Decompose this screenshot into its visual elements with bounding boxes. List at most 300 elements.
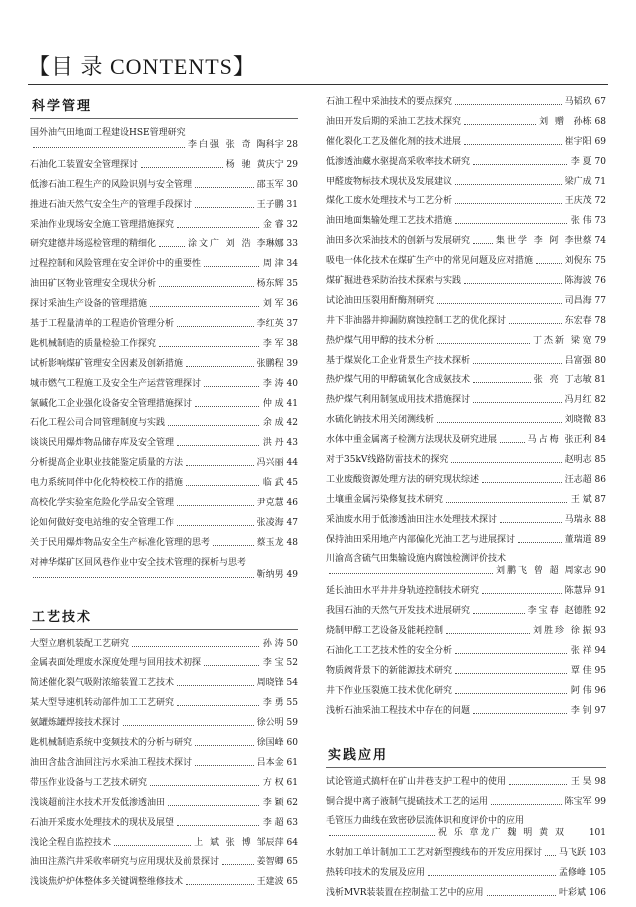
leader-dots	[177, 445, 259, 446]
leader-dots	[195, 406, 259, 407]
toc-entry[interactable]	[30, 358, 298, 370]
entry-title: 推进石油天然气安全生产的管理手段探讨	[30, 199, 193, 210]
entry-authors: 李宝春	[527, 606, 561, 617]
toc-entry[interactable]	[326, 195, 606, 207]
toc-entry[interactable]	[326, 847, 606, 859]
toc-entry[interactable]	[326, 553, 606, 577]
entry-title: 热炉煤气用甲醇的技术分析	[326, 335, 435, 346]
leader-dots	[473, 402, 562, 403]
toc-row	[326, 156, 606, 168]
toc-entry[interactable]	[326, 534, 606, 546]
entry-author-page: 马韬玖 67	[564, 97, 606, 107]
entry-author-page: 叶彩斌 106	[558, 888, 606, 899]
leader-dots	[195, 765, 254, 766]
toc-row	[30, 258, 298, 270]
toc-entry[interactable]	[326, 315, 606, 327]
entry-title: 油田多次采油技术的创新与发展研究	[326, 236, 471, 247]
entry-title: 基于煤炭化工企业背景生产技术探析	[326, 355, 471, 366]
toc-row	[326, 565, 606, 577]
entry-title: 对于35kV线路防雷技术的探究	[326, 455, 449, 466]
toc-entry[interactable]	[30, 777, 298, 789]
leader-dots	[168, 425, 259, 426]
section-title: 科学管理	[30, 96, 298, 119]
toc-entry[interactable]	[326, 176, 606, 188]
entry-authors: 刘胜珍	[532, 626, 566, 637]
entry-title: 热转印技术的发展及应用	[326, 868, 426, 879]
entry-author-page: 李 颖 62	[262, 797, 298, 808]
toc-entry[interactable]	[326, 355, 606, 367]
leader-dots	[455, 104, 562, 105]
entry-title: 油田注蒸汽井采收率研究与应用现状及前景探讨	[30, 857, 220, 868]
entry-title: 浅析MVR装装置在控制盐工艺中的应用	[326, 888, 484, 899]
entry-author-page: 董瑞道 89	[564, 534, 606, 545]
toc-entry[interactable]	[326, 494, 606, 506]
entry-title: 采油废水用于低渗透油田注水处理技术探讨	[326, 514, 498, 525]
toc-entry[interactable]	[326, 776, 606, 788]
leader-dots	[177, 825, 259, 826]
toc-entry[interactable]	[30, 318, 298, 330]
toc-row	[326, 295, 606, 307]
toc-entry[interactable]	[30, 457, 298, 469]
entry-author-page: 周家志 90	[564, 566, 606, 577]
toc-entry[interactable]	[30, 537, 298, 549]
entry-author-page: 李 宝 52	[262, 658, 298, 669]
leader-dots	[509, 784, 567, 785]
entry-author-page: 司昌海 77	[564, 295, 606, 306]
entry-author-page: 陈海波 76	[564, 276, 606, 287]
toc-entry[interactable]	[326, 815, 606, 839]
leader-dots	[132, 646, 259, 647]
toc-row	[30, 537, 298, 549]
entry-title: 物质阀背景下的新能源技术研究	[326, 665, 453, 676]
entry-author-page: 李红英 37	[256, 319, 298, 330]
toc-entry[interactable]	[326, 585, 606, 597]
toc-row	[30, 338, 298, 350]
entry-title: 烧制甲醇工艺设备及能耗控制	[326, 626, 444, 637]
entry-authors: 杨 驰	[225, 159, 253, 170]
entry-author-page: 徐 振 93	[570, 626, 606, 637]
entry-author-page: 徐国峰 60	[256, 738, 298, 749]
entry-title: 浅论全程自监控技术	[30, 837, 112, 848]
toc-entry[interactable]	[326, 374, 606, 386]
leader-dots	[455, 693, 567, 694]
toc-row	[30, 876, 298, 888]
toc-entry[interactable]	[30, 179, 298, 191]
toc-row	[30, 737, 298, 749]
entry-authors: 上 斌 张 博	[194, 837, 253, 848]
entry-title: 城市燃气工程施工及安全生产运营管理探讨	[30, 378, 202, 389]
toc-row	[30, 497, 298, 509]
toc-row	[326, 867, 606, 879]
entry-author-page: 梁广成 71	[564, 176, 606, 187]
leader-dots	[186, 884, 254, 885]
leader-dots	[204, 665, 259, 666]
toc-entry[interactable]	[30, 219, 298, 231]
toc-row	[326, 335, 606, 347]
toc-entry[interactable]	[326, 255, 606, 267]
toc-row	[326, 454, 606, 466]
toc-entry[interactable]	[326, 116, 606, 128]
toc-row	[326, 605, 606, 617]
entry-title: 试论油田压裂用酐酶剂研究	[326, 295, 435, 306]
leader-dots	[159, 286, 254, 287]
toc-row	[326, 796, 606, 808]
entry-author-page: 刘 军 36	[262, 299, 298, 310]
leader-dots	[186, 465, 254, 466]
leader-dots	[455, 223, 567, 224]
toc-entry[interactable]	[30, 737, 298, 749]
entry-author-page: 覃 佳 95	[570, 665, 606, 676]
toc-row	[30, 677, 298, 689]
leader-dots	[473, 613, 525, 614]
entry-title: 过程控制和风险管理在安全评价中的重要性	[30, 259, 202, 270]
toc-row	[30, 219, 298, 231]
toc-entry[interactable]	[30, 757, 298, 769]
leader-dots	[177, 227, 259, 228]
toc-entry[interactable]	[30, 159, 298, 171]
toc-entry[interactable]	[30, 417, 298, 429]
toc-row	[326, 685, 606, 697]
toc-entry[interactable]	[326, 215, 606, 227]
entry-author-page: 仲 成 41	[262, 398, 298, 409]
entry-author-page: 张 祥 94	[570, 646, 606, 657]
toc-row	[326, 534, 606, 546]
entry-author-page: 赵明志 85	[564, 455, 606, 466]
entry-title: 谈谈民用爆炸物品储存库及安全管理	[30, 438, 175, 449]
leader-dots	[509, 323, 562, 324]
leader-dots	[455, 184, 562, 185]
entry-author-page: 冯月红 82	[564, 395, 606, 406]
entry-title: 水硫化钠技术用关闭测线析	[326, 415, 435, 426]
entry-author-page: 陶科宇 28	[256, 140, 298, 150]
entry-author-page: 张鹏程 39	[256, 358, 298, 369]
entry-author-page: 丁志敏 81	[564, 375, 606, 386]
entry-title: 匙机械制造的质量检验工作探究	[30, 338, 157, 349]
toc-row	[326, 847, 606, 859]
toc-entry[interactable]	[326, 275, 606, 287]
leader-dots	[473, 243, 493, 244]
leader-dots	[123, 725, 254, 726]
leader-dots	[329, 573, 493, 574]
leader-dots	[487, 895, 556, 896]
entry-author-page: 姜智卿 65	[256, 857, 298, 868]
toc-row	[326, 625, 606, 637]
leader-dots	[446, 633, 530, 634]
toc-entry[interactable]	[30, 437, 298, 449]
entry-author-page: 李 超 63	[262, 817, 298, 828]
entry-title: 低渗石油工程生产的风险识别与安全管理	[30, 179, 193, 190]
toc-entry[interactable]	[326, 295, 606, 307]
entry-author-page: 101	[588, 828, 606, 839]
entry-title: 大型立磨机装配工艺研究	[30, 638, 130, 649]
toc-entry[interactable]	[326, 474, 606, 486]
leader-dots	[455, 203, 562, 204]
entry-title: 某大型导速机转动部件加工工艺研究	[30, 698, 175, 709]
leader-dots	[437, 343, 530, 344]
toc-row	[30, 477, 298, 489]
toc-entry[interactable]	[30, 238, 298, 250]
entry-title: 热炉煤气利用制氢成用技术措施探讨	[326, 395, 471, 406]
leader-dots	[536, 263, 562, 264]
toc-entry[interactable]	[30, 837, 298, 849]
entry-author-page: 王庆茂 72	[564, 196, 606, 207]
leader-dots	[545, 855, 556, 856]
left-column	[30, 96, 298, 896]
toc-entry[interactable]	[326, 335, 606, 347]
leader-dots	[482, 482, 562, 483]
leader-dots	[491, 804, 562, 805]
entry-title: 我国石油的天然气开发技术进展研究	[326, 606, 471, 617]
entry-title: 分析提高企业职业技能鉴定质量的方法	[30, 458, 184, 469]
entry-title: 浅析石油采油工程技术中存在的问题	[326, 705, 471, 716]
section-title: 实践应用	[326, 745, 606, 768]
entry-title: 吸电一体化技术在煤矿生产中的常见问题及应对措施	[326, 256, 534, 267]
leader-dots	[141, 167, 223, 168]
toc-row	[30, 437, 298, 449]
leader-dots	[204, 386, 259, 387]
entry-author-page: 李 夏 70	[570, 156, 606, 167]
toc-row	[30, 199, 298, 211]
toc-row	[326, 414, 606, 426]
entry-author-page: 梁 宽 79	[570, 335, 606, 346]
entry-title: 水射加工单计制加工工艺对新型搜线布的开发应用探讨	[326, 848, 543, 859]
toc-entry[interactable]	[30, 657, 298, 669]
entry-author-page: 刘倪东 75	[564, 256, 606, 267]
leader-dots	[428, 875, 556, 876]
leader-dots	[473, 363, 562, 364]
leader-dots	[473, 713, 567, 714]
entry-authors: 集世学 李 阿	[495, 236, 561, 247]
entry-author-page: 王 昊 98	[570, 776, 606, 787]
toc-entry[interactable]	[30, 638, 298, 650]
toc-entry[interactable]	[326, 394, 606, 406]
toc-row	[30, 797, 298, 809]
toc-row	[326, 195, 606, 207]
toc-entry[interactable]	[30, 497, 298, 509]
toc-entry[interactable]	[30, 557, 298, 581]
entry-author-page: 东宏春 78	[564, 315, 606, 326]
entry-author-page: 王建波 65	[256, 877, 298, 888]
entry-title: 甲醛废物标技术现状及发展建议	[326, 176, 453, 187]
leader-dots	[195, 207, 254, 208]
entry-author-page: 崔宇阳 69	[564, 136, 606, 147]
toc-entry[interactable]	[326, 685, 606, 697]
toc-row	[30, 278, 298, 290]
entry-title: 煤矿掘进巷采防治技术探索与实践	[326, 276, 462, 287]
toc-entry[interactable]	[326, 454, 606, 466]
leader-dots	[186, 485, 259, 486]
toc-entry[interactable]	[326, 514, 606, 526]
toc-entry[interactable]	[30, 817, 298, 829]
entry-authors: 祝 乐 章龙广 魏 明 黄 双	[437, 828, 566, 839]
entry-title: 匙机械制造系统中变频技术的分析与研究	[30, 738, 193, 749]
entry-author-page: 张正利 84	[564, 435, 606, 446]
toc-entry[interactable]	[30, 797, 298, 809]
toc-row	[326, 355, 606, 367]
leader-dots	[177, 705, 259, 706]
toc-entry[interactable]	[30, 856, 298, 868]
toc-row	[30, 358, 298, 370]
entry-author-page: 方 权 61	[262, 777, 298, 788]
toc-entry[interactable]	[326, 887, 606, 899]
entry-title: 油田地面集输处理工艺技术措施	[326, 216, 453, 227]
toc-entry[interactable]	[326, 665, 606, 677]
entry-title: 简述催化裂气吸附浓缩装置工艺技术	[30, 678, 175, 689]
toc-row	[30, 457, 298, 469]
entry-author-page: 金 睿 32	[262, 219, 298, 230]
leader-dots	[204, 266, 259, 267]
entry-title: 井下作业压裂施工技术优化研究	[326, 685, 453, 696]
entry-title: 浅谈焦炉炉体整体多关键调整维修技术	[30, 877, 184, 888]
toc-row	[30, 159, 298, 171]
toc-row	[326, 136, 606, 148]
leader-dots	[329, 835, 435, 836]
toc-row	[326, 665, 606, 677]
toc-entry[interactable]	[30, 258, 298, 270]
leader-dots	[177, 326, 254, 327]
toc-entry[interactable]	[326, 705, 606, 717]
entry-title: 水体中重金属离子检测方法现状及研究进展	[326, 435, 498, 446]
entry-title: 论如何做好变电站维的安全管理工作	[30, 517, 175, 528]
toc-entry[interactable]	[30, 127, 298, 151]
toc-entry[interactable]	[326, 96, 606, 108]
leader-dots	[473, 382, 531, 383]
entry-authors: 马占梅	[527, 435, 561, 446]
toc-row	[30, 777, 298, 789]
entry-author-page: 李世蔡 74	[564, 236, 606, 247]
entry-author-page: 尹克慧 46	[256, 498, 298, 509]
toc-entry[interactable]	[326, 136, 606, 148]
leader-dots	[464, 144, 562, 145]
entry-title: 采油作业现场安全施工管理措施探究	[30, 219, 175, 230]
leader-dots	[446, 502, 567, 503]
entry-title: 油田开发后期的采油工艺技术探究	[326, 116, 462, 127]
toc-row	[30, 238, 298, 250]
entry-author-page: 王子鹏 31	[256, 199, 298, 210]
right-column	[326, 96, 606, 907]
leader-dots	[177, 505, 254, 506]
toc-row	[30, 517, 298, 529]
toc-row	[326, 827, 606, 839]
toc-entry[interactable]	[30, 477, 298, 489]
entry-author-page: 孙 涛 50	[262, 638, 298, 649]
entry-title: 煤化工废水处理技术与工艺分析	[326, 196, 453, 207]
entry-title: 试论管道式搞杆在矿山井巷支护工程中的使用	[326, 776, 507, 787]
entry-title: 热炉煤气用的甲醇硫氧化含成氨技术	[326, 375, 471, 386]
toc-row	[30, 657, 298, 669]
toc-entry[interactable]	[30, 378, 298, 390]
toc-row	[326, 887, 606, 899]
toc-entry[interactable]	[30, 298, 298, 310]
toc-row	[30, 856, 298, 868]
toc-row	[326, 494, 606, 506]
leader-dots	[500, 442, 525, 443]
entry-author-page: 李 军 38	[262, 338, 298, 349]
entry-author-page: 张凌海 47	[256, 517, 298, 528]
leader-dots	[177, 525, 254, 526]
toc-entry[interactable]	[326, 434, 606, 446]
leader-dots	[213, 545, 254, 546]
entry-author-page: 临 武 45	[262, 478, 298, 489]
leader-dots	[177, 685, 254, 686]
toc-row	[326, 176, 606, 188]
toc-row	[30, 837, 298, 849]
toc-entry[interactable]	[326, 605, 606, 617]
toc-entry[interactable]	[30, 398, 298, 410]
entry-title: 带压作业设备与工艺技术研究	[30, 777, 148, 788]
entry-title: 高校化学实验室危险化学品安全管理	[30, 498, 175, 509]
entry-author-page: 李 钊 97	[570, 705, 606, 716]
toc-entry[interactable]	[30, 517, 298, 529]
toc-row	[326, 645, 606, 657]
entry-title: 研究建德井场巡检管理的精细化	[30, 239, 157, 250]
entry-author-page: 周晓锋 54	[256, 678, 298, 689]
entry-authors: 李白强 张 奇	[187, 140, 253, 150]
leader-dots	[518, 542, 562, 543]
leader-dots	[451, 462, 561, 463]
toc-entry[interactable]	[326, 235, 606, 247]
toc-row	[326, 374, 606, 386]
toc-entry[interactable]	[326, 414, 606, 426]
toc-entry[interactable]	[30, 876, 298, 888]
leader-dots	[114, 845, 191, 846]
leader-dots	[195, 187, 254, 188]
entry-author-page: 刘晓微 83	[564, 415, 606, 426]
toc-entry[interactable]	[30, 697, 298, 709]
entry-title: 浅谈超前注水技术开发低渗透油田	[30, 797, 166, 808]
leader-dots	[464, 283, 562, 284]
entry-author-page: 孙栋 68	[573, 116, 606, 127]
leader-dots	[437, 303, 562, 304]
toc-entry[interactable]	[326, 867, 606, 879]
toc-entry[interactable]	[30, 338, 298, 350]
entry-author-page: 陈宝军 99	[564, 796, 606, 807]
entry-author-page: 周 津 34	[262, 259, 298, 270]
entry-author-page: 徐公明 59	[256, 718, 298, 729]
entry-authors: 刘鹏飞 曾 超	[495, 566, 561, 577]
toc-entry[interactable]	[30, 717, 298, 729]
toc-row	[326, 514, 606, 526]
toc-row	[30, 139, 298, 151]
entry-author-page: 蔡玉龙 48	[256, 537, 298, 548]
leader-dots	[222, 864, 254, 865]
toc-row	[30, 378, 298, 390]
toc-entry[interactable]	[30, 677, 298, 689]
entry-authors: 涂文广 刘 浩	[187, 239, 253, 250]
toc-entry[interactable]	[30, 278, 298, 290]
toc-row	[326, 275, 606, 287]
toc-entry[interactable]	[326, 796, 606, 808]
toc-row	[326, 215, 606, 227]
entry-author-page: 李 涛 40	[262, 378, 298, 389]
entry-title: 石油开采废水处理技术的现状及展望	[30, 817, 175, 828]
toc-entry[interactable]	[326, 625, 606, 637]
leader-dots	[500, 522, 562, 523]
toc-row	[30, 179, 298, 191]
toc-entry[interactable]	[30, 199, 298, 211]
toc-row	[326, 585, 606, 597]
toc-entry[interactable]	[326, 156, 606, 168]
entry-author-page: 邵玉军 30	[256, 179, 298, 190]
entry-title: 低渗透油藏水驱提高采收率技术研究	[326, 156, 471, 167]
toc-row	[30, 417, 298, 429]
toc-entry[interactable]	[326, 645, 606, 657]
entry-title: 金属表面处理废水深度处理与回用技术初探	[30, 658, 202, 669]
leader-dots	[33, 577, 254, 578]
leader-dots	[150, 785, 259, 786]
leader-dots	[464, 124, 536, 125]
entry-title: 石化工程公司合同管理制度与实践	[30, 418, 166, 429]
